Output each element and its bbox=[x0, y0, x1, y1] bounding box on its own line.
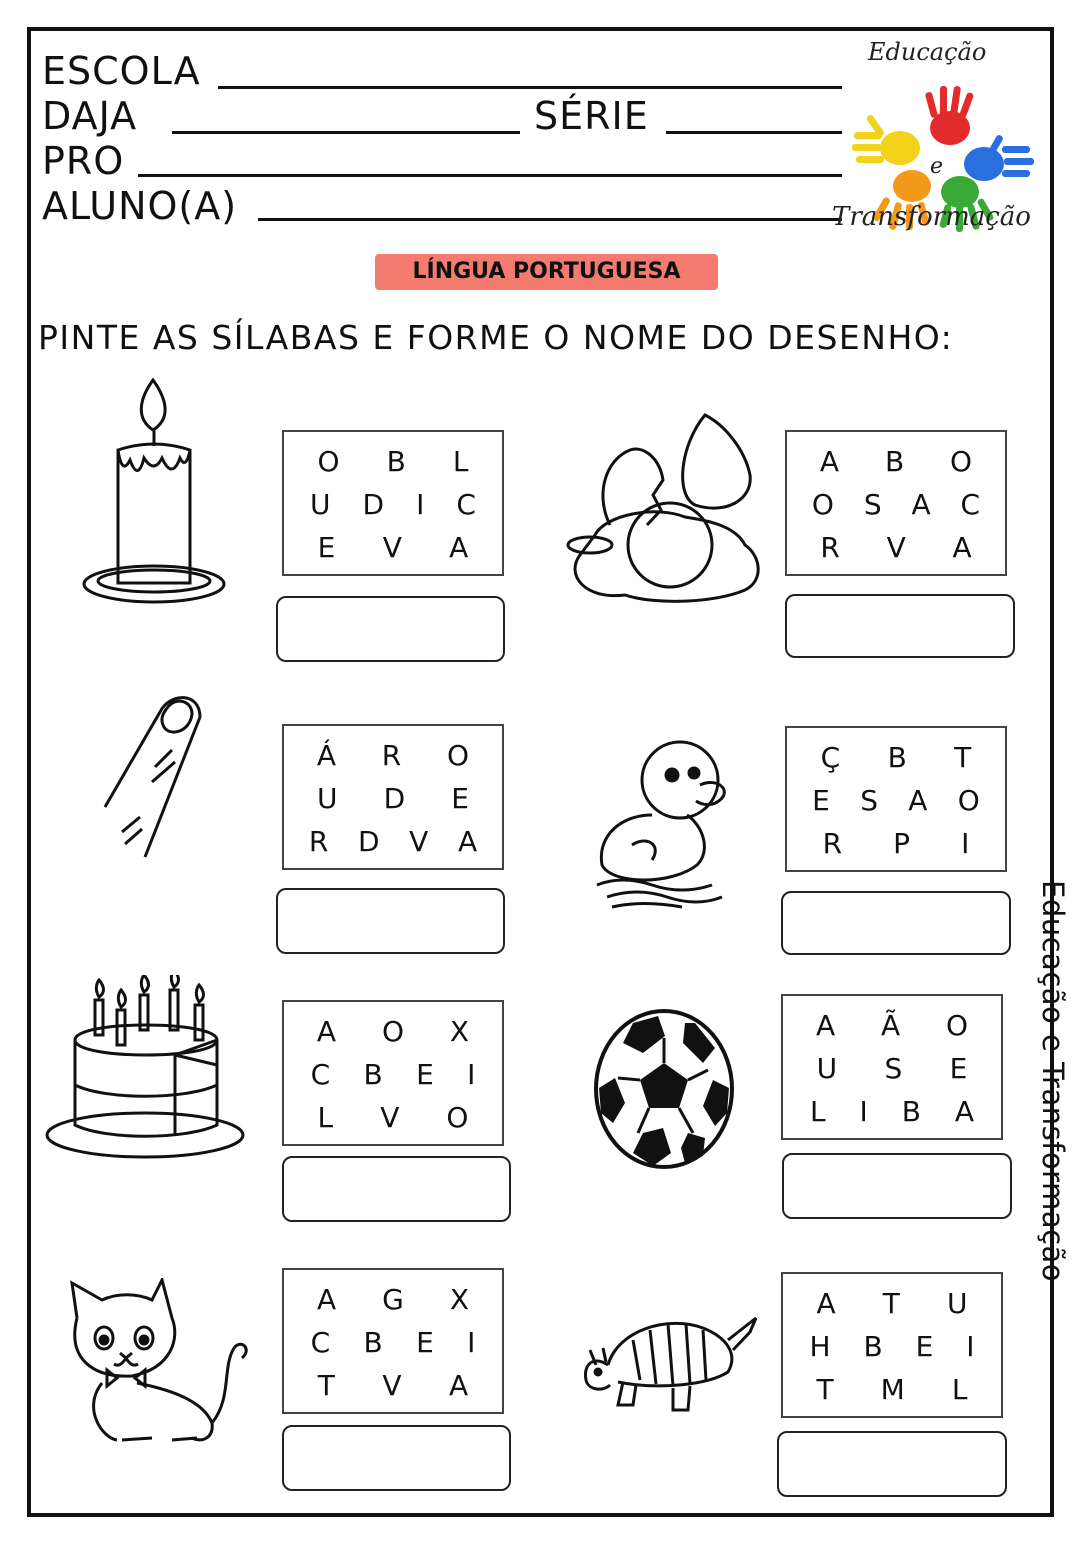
letter-grid bbox=[282, 724, 504, 870]
letter-cell[interactable]: V bbox=[886, 531, 906, 564]
letter-row bbox=[783, 1368, 1001, 1411]
grade-field[interactable] bbox=[666, 131, 842, 134]
letter-cell[interactable]: O bbox=[946, 1009, 969, 1042]
date-label: DAJA bbox=[42, 94, 138, 138]
cake-icon bbox=[45, 975, 250, 1160]
subject-badge: LÍNGUA PORTUGUESA bbox=[375, 254, 718, 290]
letter-cell[interactable]: I bbox=[966, 1330, 975, 1363]
letter-row bbox=[787, 779, 1005, 822]
logo bbox=[832, 36, 1052, 236]
letter-cell[interactable]: R bbox=[381, 739, 402, 772]
letter-cell[interactable]: M bbox=[880, 1373, 905, 1406]
answer-box[interactable] bbox=[282, 1425, 511, 1491]
letter-cell[interactable]: I bbox=[467, 1058, 476, 1091]
letter-row bbox=[284, 1321, 502, 1364]
letter-row bbox=[284, 734, 502, 777]
letter-cell[interactable]: O bbox=[447, 739, 470, 772]
armadillo-icon bbox=[578, 1310, 758, 1415]
student-label: ALUNO(A) bbox=[42, 184, 238, 228]
letter-cell[interactable]: T bbox=[882, 1287, 900, 1320]
letter-grid bbox=[781, 1272, 1003, 1418]
letter-row bbox=[787, 526, 1005, 569]
letter-cell[interactable]: S bbox=[860, 784, 878, 817]
letter-cell[interactable]: O bbox=[381, 1015, 404, 1048]
letter-cell[interactable]: E bbox=[451, 782, 469, 815]
letter-cell[interactable]: X bbox=[449, 1283, 469, 1316]
letter-cell[interactable]: B bbox=[863, 1330, 883, 1363]
letter-cell[interactable]: A bbox=[954, 1095, 975, 1128]
student-field[interactable] bbox=[258, 218, 842, 221]
letter-cell[interactable]: A bbox=[952, 531, 972, 564]
letter-row bbox=[787, 483, 1005, 526]
candle-icon bbox=[80, 378, 230, 608]
letter-row bbox=[787, 736, 1005, 779]
duck-icon bbox=[592, 735, 732, 910]
letter-row bbox=[783, 1325, 1001, 1368]
letter-cell[interactable]: I bbox=[416, 488, 425, 521]
letter-row bbox=[284, 1278, 502, 1321]
letter-cell[interactable]: A bbox=[449, 1369, 469, 1402]
letter-cell[interactable]: A bbox=[819, 445, 840, 478]
letter-row bbox=[284, 1053, 502, 1096]
letter-row bbox=[787, 822, 1005, 865]
letter-cell[interactable]: H bbox=[809, 1330, 831, 1363]
letter-cell[interactable]: P bbox=[893, 827, 911, 860]
letter-cell[interactable]: E bbox=[416, 1058, 434, 1091]
letter-cell[interactable]: R bbox=[822, 827, 843, 860]
letter-cell[interactable]: X bbox=[449, 1015, 470, 1048]
letter-cell[interactable]: A bbox=[815, 1009, 836, 1042]
letter-row bbox=[783, 1090, 1001, 1133]
answer-box[interactable] bbox=[781, 891, 1011, 955]
letter-row bbox=[284, 440, 502, 483]
letter-cell[interactable]: E bbox=[317, 531, 336, 564]
finger-icon bbox=[100, 692, 210, 862]
letter-cell[interactable]: V bbox=[382, 1369, 402, 1402]
letter-cell[interactable]: A bbox=[316, 1283, 337, 1316]
letter-cell[interactable]: O bbox=[317, 445, 340, 478]
answer-box[interactable] bbox=[782, 1153, 1012, 1219]
letter-cell[interactable]: V bbox=[380, 1101, 400, 1134]
letter-cell[interactable]: L bbox=[452, 445, 469, 478]
answer-box[interactable] bbox=[777, 1431, 1007, 1497]
letter-cell[interactable]: E bbox=[812, 784, 830, 817]
letter-cell[interactable]: L bbox=[317, 1101, 334, 1134]
letter-cell[interactable]: C bbox=[310, 1058, 331, 1091]
answer-box[interactable] bbox=[276, 596, 505, 662]
answer-box[interactable] bbox=[785, 594, 1015, 658]
letter-cell[interactable]: B bbox=[363, 1058, 383, 1091]
letter-row bbox=[284, 1010, 502, 1053]
letter-row bbox=[284, 526, 502, 569]
letter-cell[interactable]: G bbox=[382, 1283, 404, 1316]
letter-cell[interactable]: T bbox=[317, 1369, 335, 1402]
letter-grid bbox=[282, 430, 504, 576]
letter-cell[interactable]: U bbox=[317, 782, 338, 815]
letter-cell[interactable]: D bbox=[383, 782, 406, 815]
letter-cell[interactable]: Ç bbox=[820, 741, 841, 774]
letter-cell[interactable]: C bbox=[456, 488, 476, 521]
letter-grid bbox=[785, 430, 1007, 576]
school-field[interactable] bbox=[218, 86, 842, 89]
egg-icon bbox=[565, 405, 770, 605]
letter-row bbox=[783, 1004, 1001, 1047]
letter-cell[interactable]: A bbox=[316, 1015, 337, 1048]
letter-row bbox=[284, 777, 502, 820]
letter-grid bbox=[781, 994, 1003, 1140]
grade-label: SÉRIE bbox=[534, 94, 649, 138]
letter-cell[interactable]: A bbox=[449, 531, 469, 564]
letter-cell[interactable]: U bbox=[946, 1287, 968, 1320]
letter-cell[interactable]: O bbox=[957, 784, 980, 817]
letter-cell[interactable]: D bbox=[362, 488, 385, 521]
letter-cell[interactable]: D bbox=[357, 825, 380, 858]
letter-cell[interactable]: A bbox=[457, 825, 478, 858]
date-field[interactable] bbox=[172, 131, 520, 134]
teacher-label: PRO bbox=[42, 139, 125, 183]
letter-row bbox=[284, 483, 502, 526]
letter-cell[interactable]: U bbox=[310, 488, 331, 521]
letter-cell[interactable]: V bbox=[409, 825, 429, 858]
letter-cell[interactable]: R bbox=[820, 531, 840, 564]
letter-cell[interactable]: B bbox=[887, 741, 907, 774]
letter-cell[interactable]: L bbox=[951, 1373, 968, 1406]
answer-box[interactable] bbox=[282, 1156, 511, 1222]
letter-cell[interactable]: C bbox=[310, 1326, 331, 1359]
letter-cell[interactable]: B bbox=[901, 1095, 921, 1128]
letter-cell[interactable]: S bbox=[884, 1052, 903, 1085]
letter-row bbox=[284, 820, 502, 863]
letter-cell[interactable]: U bbox=[816, 1052, 838, 1085]
letter-cell[interactable]: O bbox=[446, 1101, 469, 1134]
letter-cell[interactable]: Ã bbox=[880, 1009, 901, 1042]
side-watermark-text: Educação e Transformação bbox=[1036, 880, 1070, 1283]
letter-cell[interactable]: I bbox=[961, 827, 970, 860]
letter-grid bbox=[282, 1000, 504, 1146]
letter-cell[interactable]: B bbox=[884, 445, 905, 478]
letter-cell[interactable]: I bbox=[859, 1095, 868, 1128]
letter-cell[interactable]: R bbox=[308, 825, 329, 858]
letter-cell[interactable]: A bbox=[908, 784, 928, 817]
letter-row bbox=[284, 1096, 502, 1139]
logo-text-bottom: Transformação bbox=[832, 202, 1031, 232]
letter-cell[interactable]: B bbox=[363, 1326, 383, 1359]
letter-cell[interactable]: A bbox=[816, 1287, 836, 1320]
letter-cell[interactable]: V bbox=[382, 531, 402, 564]
letter-cell[interactable]: T bbox=[954, 741, 972, 774]
letter-row bbox=[284, 1364, 502, 1407]
answer-box[interactable] bbox=[276, 888, 505, 954]
letter-cell[interactable]: B bbox=[386, 445, 406, 478]
letter-cell[interactable]: I bbox=[467, 1326, 476, 1359]
letter-row bbox=[783, 1282, 1001, 1325]
letter-cell[interactable]: S bbox=[863, 488, 882, 521]
logo-connector: e bbox=[930, 154, 944, 179]
letter-cell[interactable]: E bbox=[915, 1330, 934, 1363]
letter-grid bbox=[282, 1268, 504, 1414]
letter-cell[interactable]: O bbox=[811, 488, 834, 521]
side-watermark bbox=[1030, 880, 1070, 1440]
letter-cell[interactable]: O bbox=[950, 445, 973, 478]
letter-row bbox=[787, 440, 1005, 483]
school-label: ESCOLA bbox=[42, 49, 201, 93]
soccer-ball-icon bbox=[593, 1008, 735, 1170]
letter-cell[interactable]: E bbox=[949, 1052, 968, 1085]
letter-cell[interactable]: E bbox=[416, 1326, 434, 1359]
letter-cell[interactable]: Á bbox=[316, 739, 337, 772]
letter-row bbox=[783, 1047, 1001, 1090]
teacher-field[interactable] bbox=[138, 174, 842, 177]
letter-cell[interactable]: L bbox=[809, 1095, 826, 1128]
letter-grid bbox=[785, 726, 1007, 872]
letter-cell[interactable]: A bbox=[911, 488, 931, 521]
letter-cell[interactable]: T bbox=[816, 1373, 834, 1406]
logo-text-top: Educação bbox=[868, 38, 987, 66]
instruction-text: PINTE AS SÍLABAS E FORME O NOME DO DESENHO: bbox=[38, 318, 954, 357]
letter-cell[interactable]: C bbox=[960, 488, 981, 521]
cat-icon bbox=[62, 1278, 252, 1448]
